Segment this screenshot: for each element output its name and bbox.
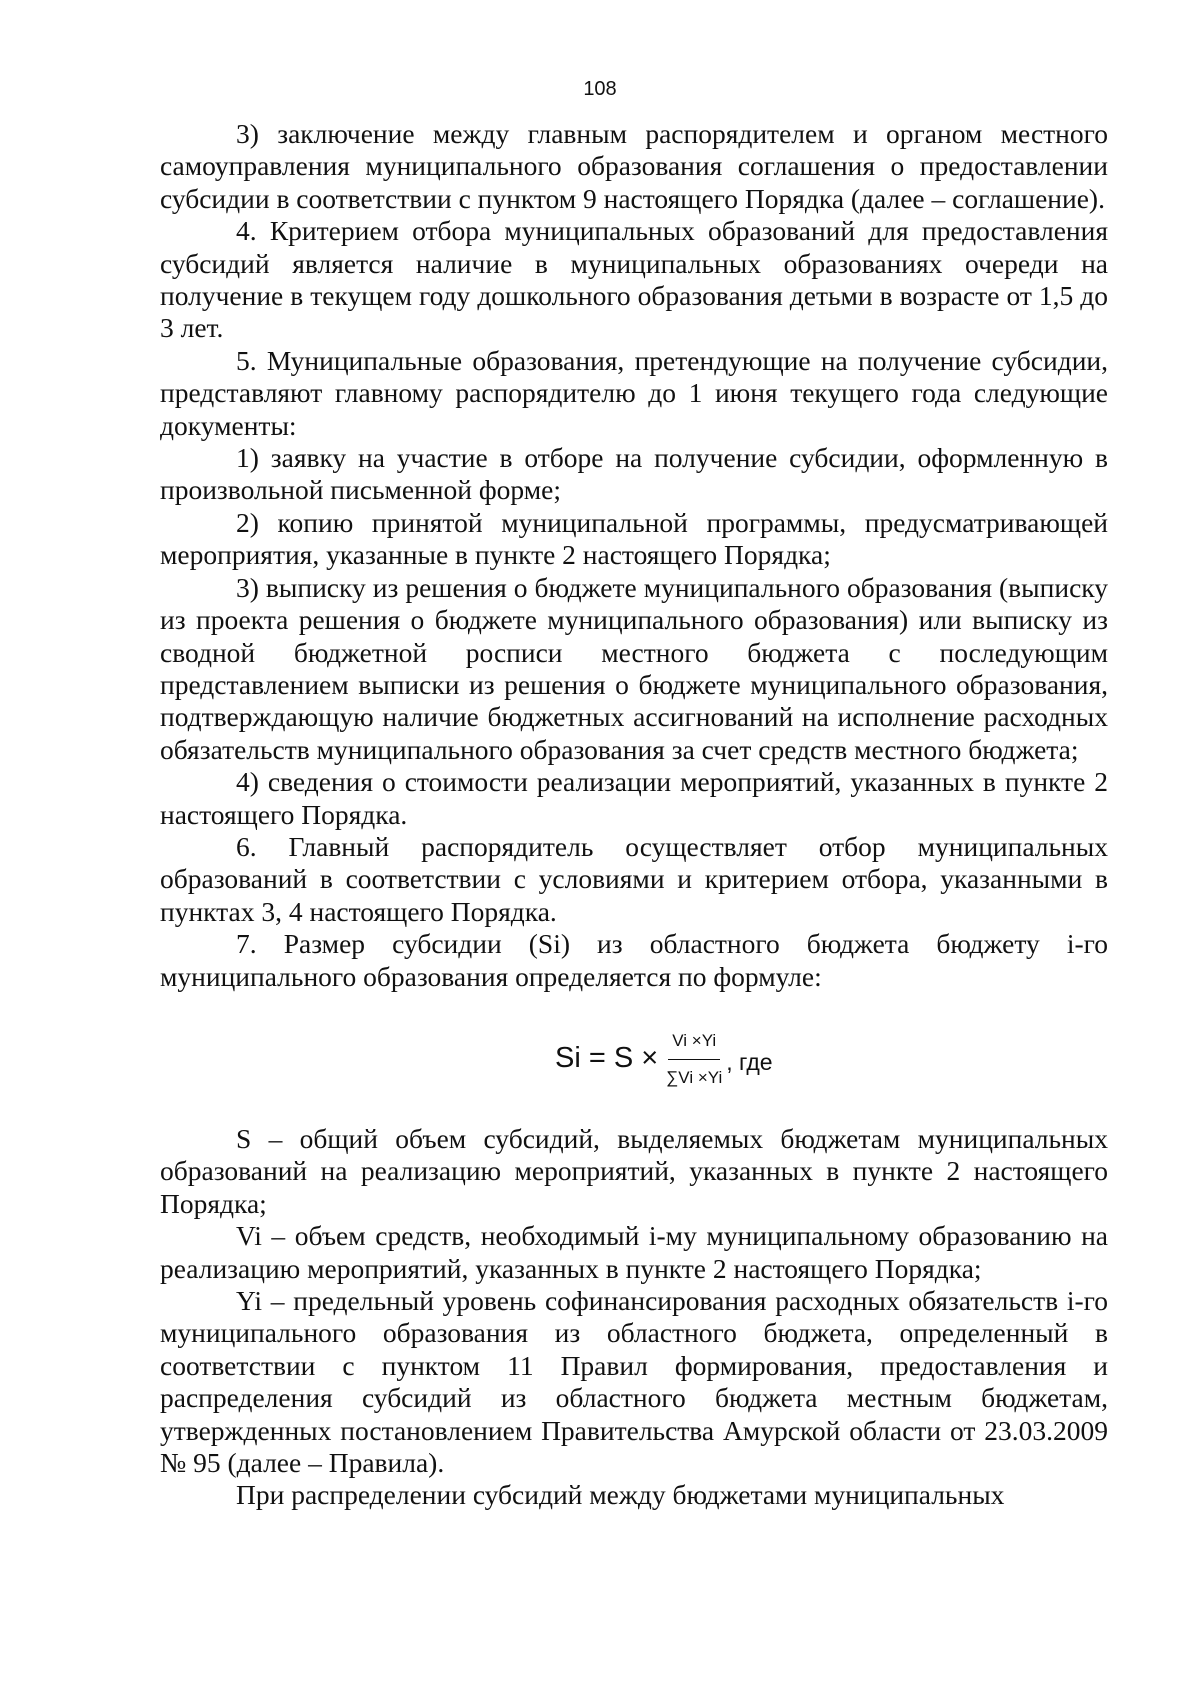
subsidy-formula xyxy=(160,993,1108,1123)
formula-lhs: Si = S × xyxy=(555,1041,659,1074)
page-number: 108 xyxy=(583,78,617,100)
document-body xyxy=(160,118,1108,1512)
paragraph-doc-2-program: 2) копию принятой муниципальной программы, предусматривающей мероприятия, указанные в пункте 2 настоящего Порядка; xyxy=(160,506,1108,571)
paragraph-distribution: При распределении субсидий между бюджетами муниципальных xyxy=(236,1479,1005,1511)
paragraph-item-3-agreement: 3) заключение между главным распорядителем и органом местного самоуправления муниципального образования соглашения о предоставлении субсидии в соответствии с пунктом 9 настоящего Порядка (далее – соглашение). xyxy=(160,118,1108,214)
paragraph-definition-yi: Yi – предельный уровень софинансирования расходных обязательств i-го муниципального образования из областного бюджета, определенный в соответствии с пунктом 11 Правил формирования, предоставления и распределения субсидий из областного бюджета местным бюджетам, утвержденных постановлением Правительства Амурской области от 23.03.2009 № 95 (далее – Правила). xyxy=(160,1285,1108,1479)
paragraph-doc-3-budget-extract: 3) выписку из решения о бюджете муниципального образования (выписку из проекта решения о бюджете муниципального образования) или выписку из сводной бюджетной росписи местного бюджета с последующим представлением выписки из решения о бюджете муниципального образования, подтверждающую наличие бюджетных ассигнований на исполнение расходных обязательств муниципального образования за счет средств местного бюджета; xyxy=(160,571,1108,765)
paragraph-clause-5-documents: 5. Муниципальные образования, претендующие на получение субсидии, представляют главному распорядителю до 1 июня текущего года следующие документы: xyxy=(160,344,1108,441)
paragraph-definition-s: S – общий объем субсидий, выделяемых бюджетам муниципальных образований на реализацию мероприятий, указанных в пункте 2 настоящего Порядка; xyxy=(160,1122,1108,1219)
formula-numerator: Vi ×Yi xyxy=(668,1025,720,1060)
formula-suffix: , где xyxy=(726,1048,773,1075)
paragraph-definition-vi: Vi – объем средств, необходимый i-му муниципальному образованию на реализацию мероприятий, указанных в пункте 2 настоящего Порядка; xyxy=(160,1220,1108,1284)
paragraph-clause-4-criterion: 4. Критерием отбора муниципальных образований для предоставления субсидий является наличие в муниципальных образованиях очереди на получение в текущем году дошкольного образования детьми в возрасте от 1,5 до 3 лет. xyxy=(160,215,1108,344)
formula-fraction xyxy=(666,1025,722,1095)
paragraph-clause-7-subsidy-size: 7. Размер субсидии (Si) из областного бюджета бюджету i-го муниципального образования определяется по формуле: xyxy=(160,928,1108,992)
paragraph-clause-6-selection: 6. Главный распорядитель осуществляет отбор муниципальных образований в соответствии с условиями и критерием отбора, указанными в пунктах 3, 4 настоящего Порядка. xyxy=(160,830,1108,927)
paragraph-doc-1-application: 1) заявку на участие в отборе на получение субсидии, оформленную в произвольной письменной форме; xyxy=(160,442,1108,506)
formula-denominator: ∑Vi ×Yi xyxy=(666,1068,723,1088)
paragraph-doc-4-cost-info: 4) сведения о стоимости реализации мероприятий, указанных в пункте 2 настоящего Порядка. xyxy=(160,766,1108,830)
